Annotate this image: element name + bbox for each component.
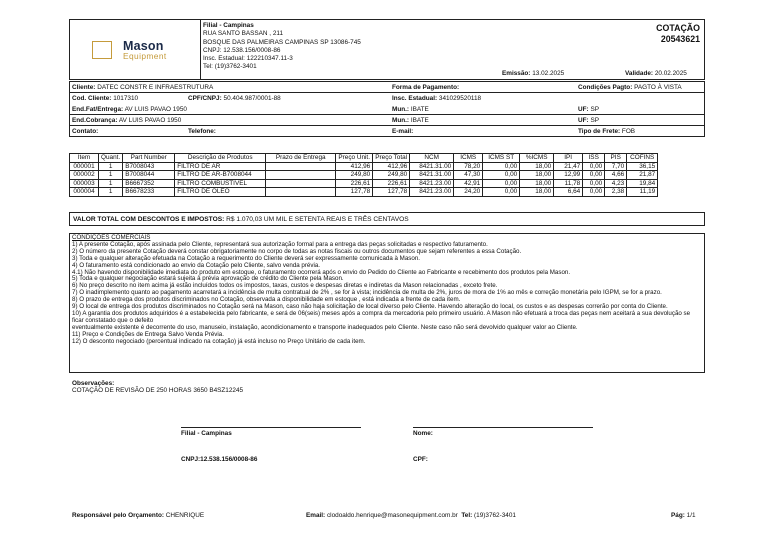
address-line: CNPJ: 12.538.156/0008-86 — [203, 46, 281, 54]
table-cell: 78,20 — [454, 162, 483, 171]
emission-value: 13.02.2025 — [532, 70, 565, 77]
items-table — [69, 153, 658, 197]
table-cell: 18,00 — [520, 179, 554, 188]
document-title — [656, 23, 700, 44]
conditions-list — [72, 242, 702, 346]
condition-item: 7) O inadimplemento quanto ao pagamento acarretará a incidência de multa contratual de 2% , se for à vista; incidência de multa de 2%, juros de mora de 1% ao mês e correção monetária pelo IGPM, se for a prazo. — [72, 289, 662, 297]
uf-field: UF: SP — [578, 106, 599, 113]
table-cell: 127,78 — [373, 188, 410, 197]
total-label: VALOR TOTAL COM DESCONTOS E IMPOSTOS: — [73, 216, 225, 223]
table-cell: 0,00 — [583, 188, 605, 197]
table-cell: 249,80 — [336, 171, 373, 180]
cpf-cnpj-field: CPF/CNPJ: 50.404.987/0001-88 — [188, 95, 281, 102]
table-cell: 21,47 — [554, 162, 583, 171]
table-cell: 127,78 — [336, 188, 373, 197]
column-header: NCM — [410, 154, 454, 163]
collection-address-field: End.Cobrança: AV LUIS PAVAO 1950 — [72, 117, 182, 124]
table-cell: B6667352 — [123, 179, 175, 188]
table-cell: 36,15 — [627, 162, 658, 171]
footer-responsible — [72, 512, 204, 519]
table-cell: 8421.31.00 — [410, 171, 454, 180]
total-box — [69, 212, 705, 226]
table-cell: 19,84 — [627, 179, 658, 188]
table-cell: FILTRO COMBUSTIVEL — [175, 179, 266, 188]
page-value: 1/1 — [686, 512, 696, 519]
client-info — [69, 81, 705, 137]
column-header: Part Number — [123, 154, 175, 163]
condition-item: 11) Preço e Condições de Entrega Salvo Venda Prévia. — [72, 330, 224, 338]
freight-field: Tipo de Frete: FOB — [578, 128, 636, 135]
footer-tel-value: (19)3762-3401 — [474, 512, 516, 519]
column-header: Preço Unit. — [336, 154, 373, 163]
table-cell: 226,61 — [336, 179, 373, 188]
table-cell: 8421.23.00 — [410, 188, 454, 197]
table-cell — [266, 171, 336, 180]
table-row — [70, 162, 658, 171]
table-cell: 0,00 — [483, 188, 520, 197]
condition-item: 2) O número da presente Cotação deverá constar obrigatoriamente no corpo de todas as notas fiscais ou outros documentos que sejam referentes a essa Cotação. — [72, 247, 522, 255]
footer-email-link[interactable]: clodoaldo.henrique@masonequipment.com.br — [326, 512, 458, 519]
emission-date — [502, 70, 564, 77]
table-cell: 18,00 — [520, 188, 554, 197]
table-cell: 0,00 — [583, 171, 605, 180]
column-header: Preço Total — [373, 154, 410, 163]
table-cell: 1 — [99, 188, 123, 197]
logo-box — [70, 20, 201, 79]
client-field: Cliente: DATEC CONSTR E INFRAESTRUTURA — [72, 84, 214, 91]
filial-name: Filial - Campinas — [203, 22, 254, 29]
table-cell: 2,38 — [605, 188, 627, 197]
logo-square-icon — [92, 41, 112, 59]
condition-item: 1) A presente Cotação, após assinada pelo Cliente, representará sua autorização formal para a entrega das peças solicitadas e respectivo faturamento. — [72, 240, 488, 248]
table-cell: 0,00 — [483, 179, 520, 188]
column-header: ISS — [583, 154, 605, 163]
address-line: BOSQUE DAS PALMEIRAS CAMPINAS SP 13086-745 — [203, 38, 361, 46]
emission-label: Emissão: — [502, 70, 531, 77]
table-cell: FILTRO DE AR — [175, 162, 266, 171]
uf-field: UF: SP — [578, 117, 599, 124]
condition-item: 3) Toda e qualquer alteração efetuada na Cotação a requerimento do Cliente deverá ser expressamente comunicada à Mason. — [72, 254, 420, 262]
table-row — [70, 171, 658, 180]
client-row — [70, 104, 704, 115]
table-cell: FILTRO DE OLEO — [175, 188, 266, 197]
observations-text: COTAÇÃO DE REVISÃO DE 250 HORAS 3650 B4SZ12245 — [72, 387, 244, 395]
table-cell: 24,20 — [454, 188, 483, 197]
page-label: Pág: — [671, 512, 685, 519]
email-label: E-mail: — [392, 128, 414, 135]
column-header: IPI — [554, 154, 583, 163]
signature-name-label: Nome: — [413, 430, 433, 437]
observations — [72, 380, 243, 395]
condition-item: 4) O faturamento está condicionado ao envio da Cotação pelo Cliente, salvo venda prévia. — [72, 261, 320, 269]
municipality-field: Mun.: IBATE — [392, 106, 429, 113]
condition-item: 6) No preço descrito no item acima já estão incluídos todos os impostos, taxas, custos e despesas diretas e indiretas da Mason relacionadas , exceto frete. — [72, 282, 498, 290]
municipality-field: Mun.: IBATE — [392, 117, 429, 124]
table-cell: 11,78 — [554, 179, 583, 188]
condition-item: 4.1) Não havendo disponibilidade imediata do produto em estoque, o faturamento ocorrerá após o envio do Pedido do Cliente ao Fabricante e recebimento dos produtos pela Mason. — [72, 268, 571, 276]
contact-label: Contato: — [72, 128, 99, 135]
logo-name: Mason — [123, 39, 164, 53]
column-header: ICMS ST — [483, 154, 520, 163]
table-row — [70, 188, 658, 197]
table-cell — [266, 188, 336, 197]
document-type: COTAÇÃO — [656, 23, 700, 33]
validity-value: 20.02.2025 — [654, 70, 687, 77]
table-cell: 000002 — [70, 171, 99, 180]
table-cell: 412,96 — [373, 162, 410, 171]
table-cell: 000003 — [70, 179, 99, 188]
table-cell: 000001 — [70, 162, 99, 171]
table-cell: 8421.31.00 — [410, 162, 454, 171]
client-row — [70, 93, 704, 104]
footer-tel-label: Tel: — [461, 512, 473, 519]
table-cell: 47,30 — [454, 171, 483, 180]
document-header — [69, 19, 705, 80]
payment-cond-field: Condições Pagto: PAGTO À VISTA — [578, 84, 682, 91]
items-table-body — [70, 162, 658, 196]
footer-page — [671, 512, 696, 519]
table-cell: 000004 — [70, 188, 99, 197]
condition-item: 9) O local de entrega dos produtos discriminados no Cotação será na Mason, caso não haja solicitação de local diverso pelo Cliente. Havendo alteração do local, os custos e as despesas correrão por conta do Cliente. — [72, 303, 668, 311]
column-header: Quant. — [99, 154, 123, 163]
table-cell — [266, 162, 336, 171]
signature-cnpj: CNPJ:12.538.156/0008-86 — [181, 456, 258, 463]
column-header: Item — [70, 154, 99, 163]
address-line: RUA SANTO BASSAN , 211 — [203, 30, 284, 38]
address-line: Insc. Estadual: 122210347.11-3 — [203, 55, 293, 63]
table-cell: 0,00 — [483, 171, 520, 180]
table-cell: 21,87 — [627, 171, 658, 180]
payment-form-label: Forma de Pagamento: — [392, 84, 460, 91]
table-cell: 11,19 — [627, 188, 658, 197]
table-cell: 0,00 — [583, 162, 605, 171]
table-cell: 7,70 — [605, 162, 627, 171]
footer-contact — [306, 512, 516, 519]
company-info — [203, 22, 361, 72]
column-header: COFINS — [627, 154, 658, 163]
table-cell: 226,61 — [373, 179, 410, 188]
column-header: PIS — [605, 154, 627, 163]
column-header: ICMS — [454, 154, 483, 163]
signature-cpf-label: CPF: — [413, 456, 428, 463]
table-cell: 12,99 — [554, 171, 583, 180]
state-registration-field: Insc. Estadual: 341029520118 — [392, 95, 482, 102]
client-code-field: Cod. Cliente: 1017310 — [72, 95, 139, 102]
table-cell: 42,91 — [454, 179, 483, 188]
logo-subtitle: Equipment — [123, 51, 167, 61]
table-cell: 1 — [99, 171, 123, 180]
responsible-label: Responsável pelo Orçamento: — [72, 512, 164, 519]
responsible-value: CHENRIQUE — [165, 512, 205, 519]
table-cell: 18,00 — [520, 162, 554, 171]
signature-line-right — [413, 427, 593, 428]
client-row — [70, 115, 704, 126]
table-cell: B6678233 — [123, 188, 175, 197]
mason-logo — [92, 39, 180, 63]
table-cell: FILTRO DE AR-B7008044 — [175, 171, 266, 180]
condition-item: eventualmente existente é decorrente do uso, manuseio, instalação, acondicionamento e transporte inadequados pelo Cliente. Neste caso não será devolvido qualquer valor ao Cliente. — [72, 323, 578, 331]
table-cell: 0,00 — [583, 179, 605, 188]
observations-label: Observações: — [72, 380, 115, 387]
column-header: Prazo de Entrega — [266, 154, 336, 163]
footer-email-label: Email: — [306, 512, 326, 519]
table-cell: 8421.23.00 — [410, 179, 454, 188]
table-cell: B7008043 — [123, 162, 175, 171]
condition-item: 5) Toda e qualquer negociação estará sujeita à prévia aprovação de crédito do Cliente pela Mason. — [72, 275, 344, 283]
table-header-row — [70, 154, 658, 163]
condition-item: 10) A garantia dos produtos adquiridos é a estabelecida pelo fabricante, e será de 06(seis) meses após a compra da mercadoria pelo primeiro usuário. A Mason não efetuará a troca das peças nem aceitará a sua devolução se ficar constatado que o defeito — [72, 309, 691, 324]
validity-label: Validade: — [625, 70, 654, 77]
table-cell: 6,64 — [554, 188, 583, 197]
address-line: Tel: (19)3762-3401 — [203, 63, 257, 71]
validity-date — [625, 70, 687, 77]
conditions-title: CONDIÇÕES COMERCIAIS — [72, 234, 151, 241]
billing-address-field: End.Fat/Entrega: AV LUIS PAVAO 1950 — [72, 106, 187, 113]
condition-item: 8) O prazo de entrega dos produtos discriminados no Cotação, observada a disponibilidade em estoque , está indicada a frente de cada item. — [72, 296, 461, 304]
table-cell: 0,00 — [483, 162, 520, 171]
condition-item: 12) O desconto negociado (percentual indicado na cotação) já está incluso no Preço Unitário de cada item. — [72, 337, 366, 345]
document-number: 20543621 — [660, 33, 700, 44]
table-cell: 412,96 — [336, 162, 373, 171]
phone-label: Telefone: — [188, 128, 216, 135]
table-cell: 4,23 — [605, 179, 627, 188]
table-cell: 4,66 — [605, 171, 627, 180]
table-row — [70, 179, 658, 188]
total-value: R$ 1.070,03 UM MIL E SETENTA REAIS E TRÊS CENTAVOS — [226, 216, 409, 223]
column-header: %ICMS — [520, 154, 554, 163]
signature-line-left — [181, 427, 361, 428]
table-cell: 1 — [99, 179, 123, 188]
column-header: Descrição de Produtos — [175, 154, 266, 163]
commercial-conditions — [69, 233, 705, 373]
signature-company: Filial - Campinas — [181, 430, 232, 437]
table-cell — [266, 179, 336, 188]
table-cell: B7008044 — [123, 171, 175, 180]
table-cell: 18,00 — [520, 171, 554, 180]
client-row — [70, 126, 704, 137]
table-cell: 249,80 — [373, 171, 410, 180]
table-cell: 1 — [99, 162, 123, 171]
client-row — [70, 82, 704, 93]
